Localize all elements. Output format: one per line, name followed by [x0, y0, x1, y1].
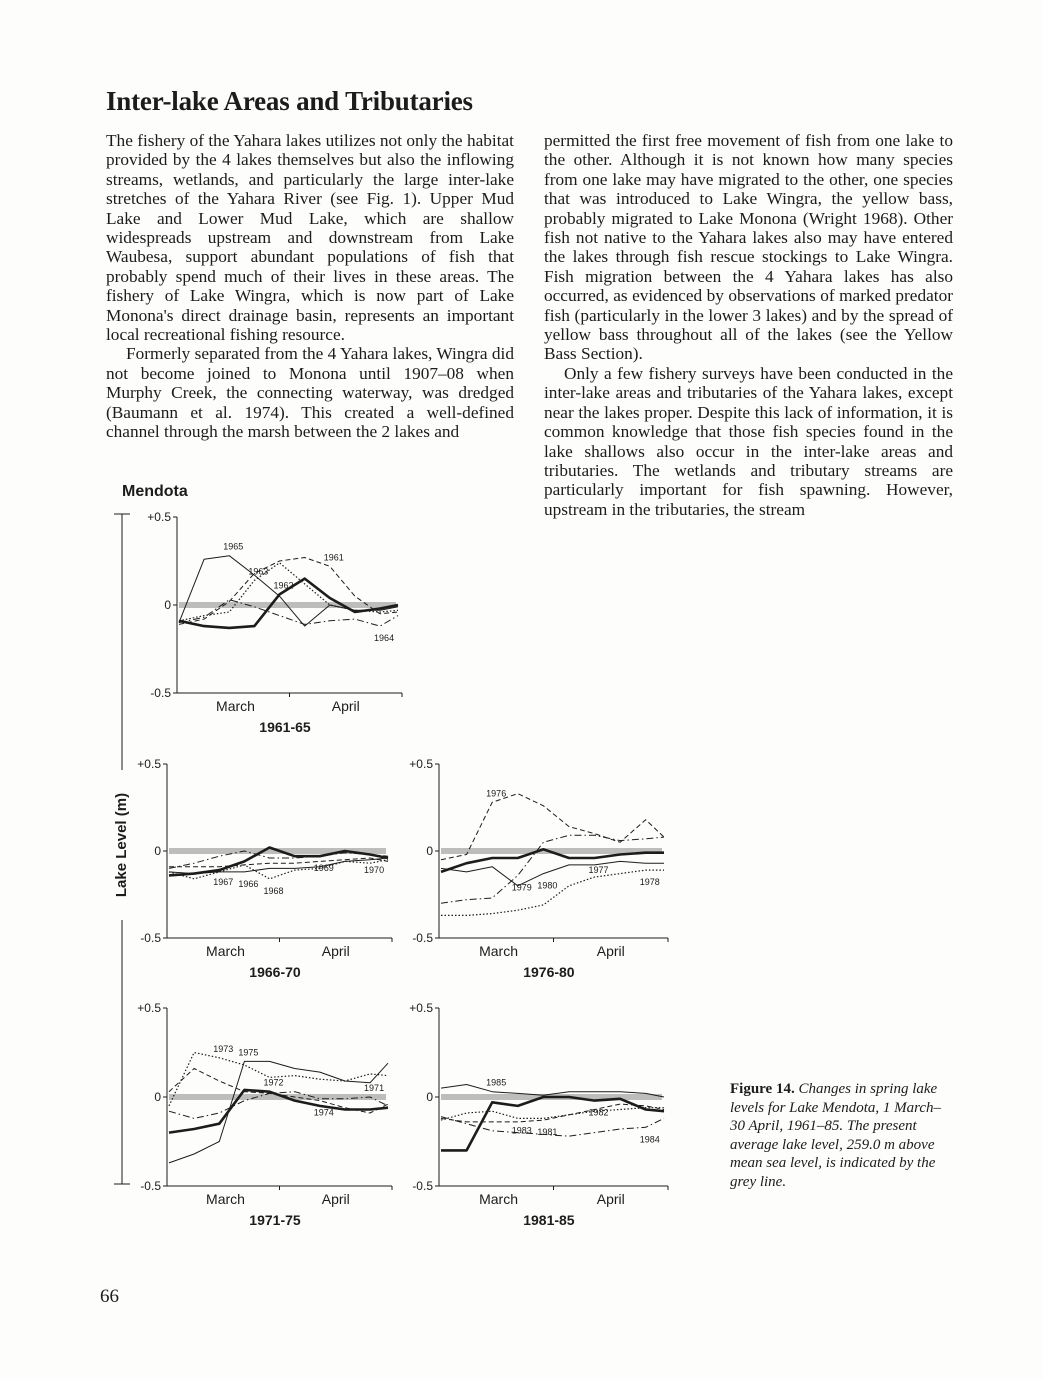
- series-line-1968: [169, 860, 388, 879]
- chart-panel-1971-75: [137, 1001, 392, 1228]
- series-label-1985: 1985: [486, 1077, 507, 1088]
- y-tick-label: -0.5: [412, 1179, 433, 1193]
- chart-title: 1966-70: [249, 964, 301, 980]
- chart-title: 1981-85: [523, 1212, 575, 1228]
- series-line-1970: [169, 858, 388, 867]
- y-tick-label: 0: [426, 1090, 433, 1104]
- x-tick-label: March: [479, 943, 518, 959]
- series-label-1983: 1983: [511, 1125, 532, 1136]
- series-label-1973: 1973: [213, 1043, 234, 1054]
- left-text-column: [106, 131, 514, 442]
- chart-title: 1961-65: [259, 719, 311, 735]
- series-label-1978: 1978: [639, 877, 660, 888]
- y-tick-label: 0: [154, 844, 161, 858]
- x-tick-label: March: [216, 698, 255, 714]
- series-label-1968: 1968: [263, 885, 284, 896]
- lake-label: Mendota: [122, 483, 188, 500]
- chart-panels: [137, 510, 668, 1228]
- y-axis-title: Lake Level (m): [113, 792, 130, 898]
- y-tick-label: +0.5: [409, 1001, 433, 1015]
- series-label-1965: 1965: [223, 541, 244, 552]
- x-tick-label: March: [479, 1191, 518, 1207]
- series-line-1982: [441, 1097, 664, 1150]
- figure-14-lake-level-charts: [100, 470, 800, 1230]
- section-title: Inter-lake Areas and Tributaries: [106, 86, 473, 116]
- paragraph: Only a few fishery surveys have been conducted in the inter-lake areas and tributaries of the Yahara lakes, except near the lakes proper. Despite this lack of information, it is common knowledge that those fish species found in the lake shallows also occur in the inter-lake areas and tributaries. The wetlands and tributary streams are particularly important for fish spawning. However, upstream in the tributaries, the stream: [544, 363, 953, 519]
- series-label-1981: 1981: [537, 1127, 558, 1138]
- series-label-1971: 1971: [364, 1083, 385, 1093]
- series-label-1984: 1984: [639, 1134, 660, 1145]
- series-line-1961: [179, 558, 398, 625]
- series-label-1967: 1967: [213, 877, 234, 888]
- series-label-1966: 1966: [238, 878, 259, 889]
- series-line-1974: [169, 1069, 388, 1114]
- y-tick-label: +0.5: [137, 757, 161, 771]
- series-line-1978: [441, 870, 664, 915]
- series-label-1972: 1972: [263, 1077, 284, 1088]
- series-line-1981: [441, 1104, 664, 1122]
- figure-caption: [730, 1080, 955, 1191]
- paragraph: The fishery of the Yahara lakes utilizes not only the habitat provided by the 4 lakes themselves but also the inflowing streams, wetlands, and particularly the large inter-lake stretches of the Yahara River (see Fig. 1). Upper Mud Lake and Lower Mud Lake, which are shallow widespreads upstream and downstream from Lake Waubesa, support abundant populations of fish that probably spend much of their lives in these areas. The fishery of Lake Wingra, which is now part of Lake Monona's direct drainage basin, represents an important local recreational fishing resource.: [106, 131, 514, 345]
- x-tick-label: April: [596, 1191, 625, 1207]
- series-label-1979: 1979: [511, 882, 532, 893]
- y-tick-label: -0.5: [150, 686, 171, 700]
- series-line-1965: [179, 556, 398, 626]
- y-tick-label: +0.5: [137, 1001, 161, 1015]
- x-tick-label: April: [596, 943, 625, 959]
- series-label-1982: 1982: [588, 1107, 609, 1118]
- series-label-1969: 1969: [313, 863, 334, 874]
- paragraph: Formerly separated from the 4 Yahara lakes, Wingra did not become joined to Monona until 1907–08 when Murphy Creek, the connecting waterway, was dredged (Baumann et al. 1974). This created a well-defined channel through the marsh between the 2 lakes and: [106, 344, 514, 442]
- chart-panel-1981-85: [409, 1001, 668, 1228]
- series-label-1980: 1980: [537, 880, 558, 891]
- paragraph: permitted the first free movement of fish from one lake to the other. Although it is not known how many species from one lake may have migrated to the other, one species that was introduced to Lake Wingra, the yellow bass, probably migrated to Lake Monona (Wright 1968). Other fish not native to the Yahara lakes also may have entered the lakes through fish rescue stockings to Lake Wingra. Fish migration between the 4 Yahara lakes has also occurred, as evidenced by observations of marked predator fish (particularly in the lower 3 lakes) and by the spread of yellow bass throughout all of the lakes (see the Yellow Bass Section).: [544, 131, 953, 364]
- series-label-1963: 1963: [248, 566, 269, 577]
- y-tick-label: -0.5: [412, 931, 433, 945]
- series-label-1962: 1962: [273, 580, 294, 591]
- page-number: 66: [100, 1286, 119, 1307]
- y-tick-label: 0: [154, 1090, 161, 1104]
- series-label-1976: 1976: [486, 788, 507, 799]
- series-line-1983: [441, 1108, 664, 1120]
- y-tick-label: 0: [164, 598, 171, 612]
- x-tick-label: March: [206, 1191, 245, 1207]
- x-tick-label: March: [206, 943, 245, 959]
- series-label-1975: 1975: [238, 1047, 259, 1058]
- x-tick-label: April: [321, 1191, 350, 1207]
- series-label-1964: 1964: [374, 633, 395, 644]
- y-tick-label: -0.5: [140, 931, 161, 945]
- x-tick-label: April: [321, 943, 350, 959]
- y-tick-label: +0.5: [409, 757, 433, 771]
- y-tick-label: -0.5: [140, 1179, 161, 1193]
- series-label-1977: 1977: [588, 864, 609, 875]
- chart-title: 1976-80: [523, 964, 575, 980]
- chart-panel-1961-65: [147, 510, 402, 735]
- right-text-column: [544, 131, 953, 519]
- caption-label: Figure 14.: [730, 1081, 795, 1097]
- caption-text: Changes in spring lake levels for Lake Mendota, 1 March–30 April, 1961–85. The present average lake level, 259.0 m above mean sea level, is indicated by the grey line.: [730, 1081, 942, 1190]
- chart-panel-1966-70: [137, 757, 392, 980]
- chart-title: 1971-75: [249, 1212, 301, 1228]
- chart-panel-1976-80: [409, 757, 668, 980]
- x-tick-label: April: [331, 698, 360, 714]
- y-tick-label: 0: [426, 844, 433, 858]
- series-label-1974: 1974: [313, 1107, 334, 1118]
- y-tick-label: +0.5: [147, 510, 171, 524]
- series-label-1961: 1961: [323, 552, 344, 563]
- series-line-1979: [441, 835, 664, 903]
- series-label-1970: 1970: [364, 864, 385, 875]
